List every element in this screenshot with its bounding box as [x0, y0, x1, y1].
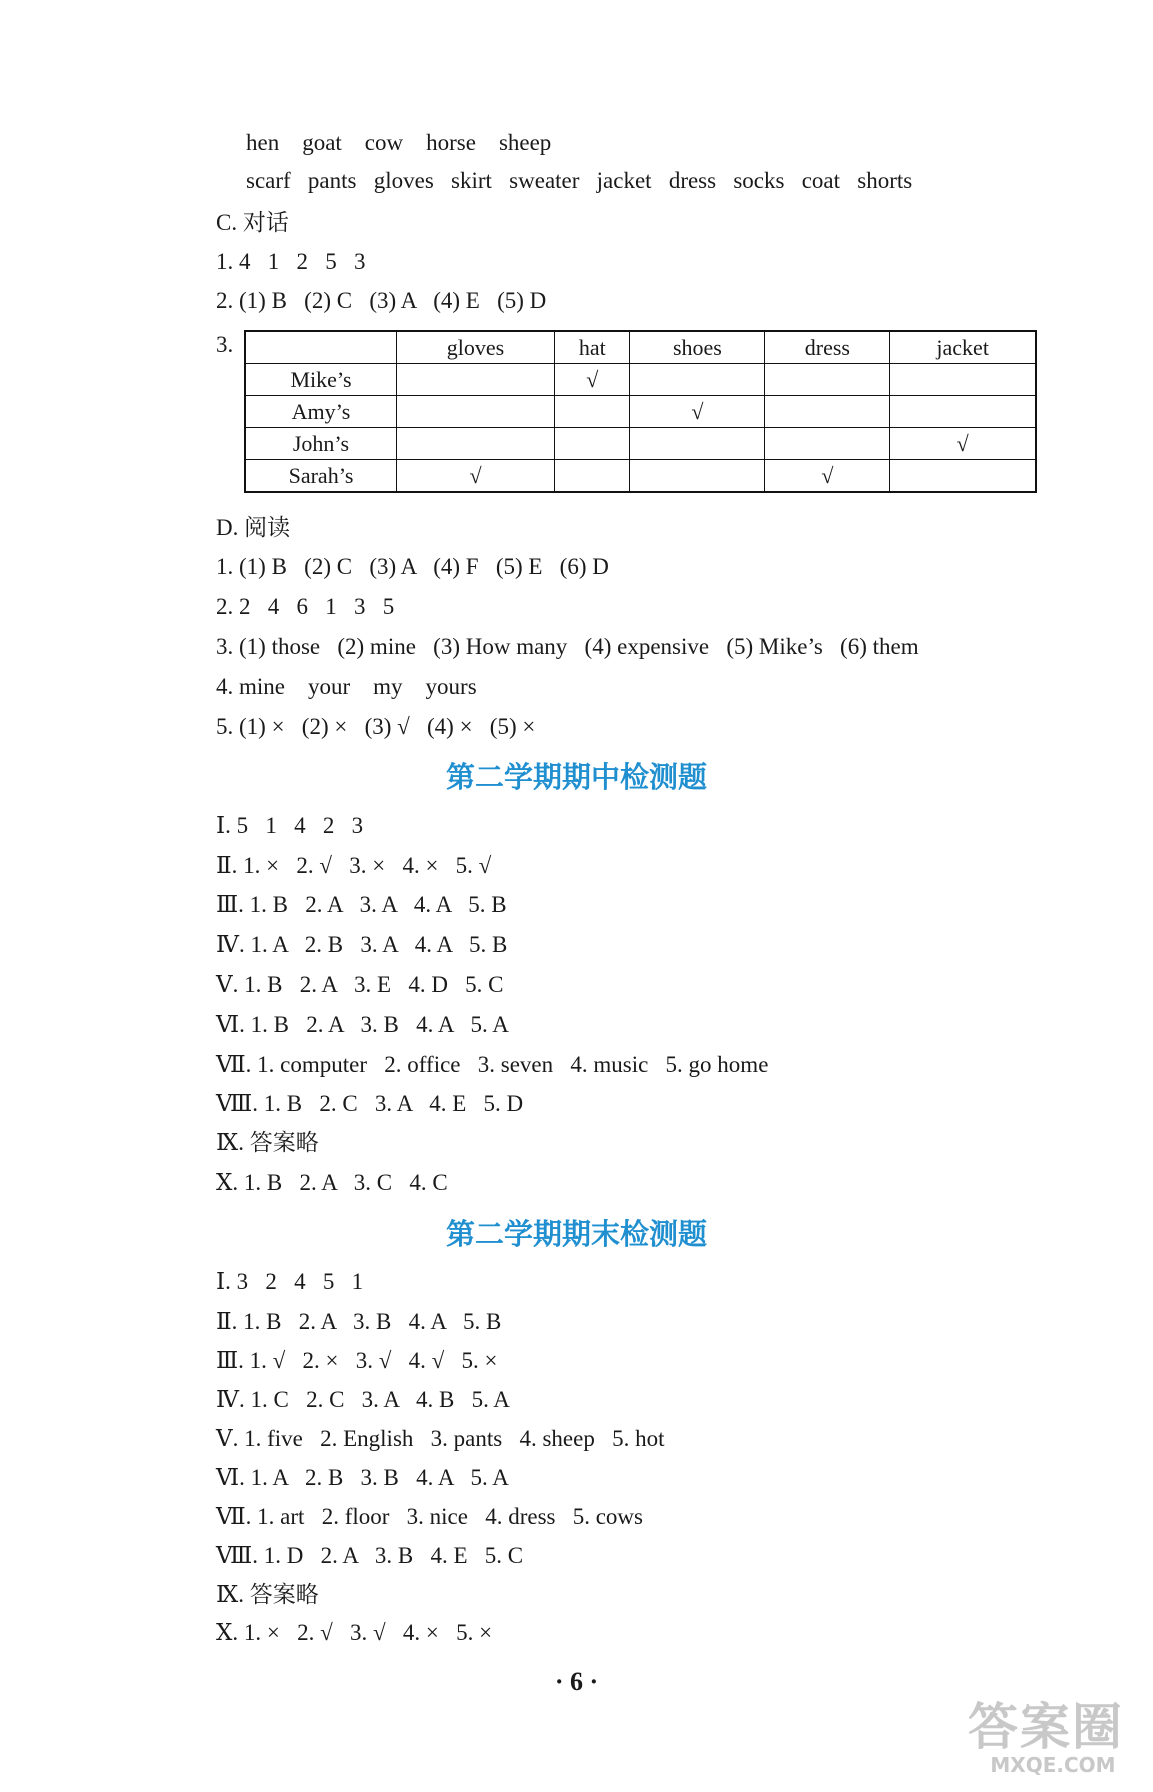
table-cell [555, 460, 630, 493]
table-header-cell: shoes [630, 331, 765, 364]
answer-line: Ⅸ. 答案略 [216, 1130, 319, 1155]
table-cell [397, 364, 555, 396]
table-header-row [245, 331, 1036, 364]
table-cell [555, 396, 630, 428]
answer-line: Ⅷ. 1. D 2. A 3. B 4. E 5. C [216, 1543, 524, 1568]
table-cell: √ [555, 364, 630, 396]
table-cell [397, 428, 555, 460]
answer-line: Ⅳ. 1. C 2. C 3. A 4. B 5. A [216, 1387, 510, 1412]
watermark-url: MXQE.COM [990, 1753, 1116, 1777]
answer-line: Ⅹ. 1. B 2. A 3. C 4. C [216, 1170, 448, 1195]
table-row [245, 428, 1036, 460]
table-cell [890, 364, 1036, 396]
answer-line: Ⅹ. 1. × 2. √ 3. √ 4. × 5. × [216, 1620, 493, 1645]
answer-line: 1. (1) B (2) C (3) A (4) F (5) E (6) D [216, 554, 609, 579]
answer-line: 2. (1) B (2) C (3) A (4) E (5) D [216, 288, 547, 313]
answer-line: Ⅸ. 答案略 [216, 1582, 319, 1607]
watermark-logo [968, 1700, 1138, 1782]
table-row [245, 460, 1036, 493]
answer-line: Ⅰ. 3 2 4 5 1 [216, 1269, 364, 1294]
answer-line: 5. (1) × (2) × (3) √ (4) × (5) × [216, 714, 536, 739]
answer-line: 2. 2 4 6 1 3 5 [216, 594, 395, 619]
table-row [245, 364, 1036, 396]
table-cell: √ [890, 428, 1036, 460]
table-cell [397, 396, 555, 428]
answer-line: Ⅲ. 1. √ 2. × 3. √ 4. √ 5. × [216, 1348, 498, 1373]
page-number: · 6 · [554, 1667, 599, 1696]
answer-line: scarf pants gloves skirt sweater jacket dress socks coat shorts [246, 168, 913, 193]
answer-line: Ⅷ. 1. B 2. C 3. A 4. E 5. D [216, 1091, 524, 1116]
table-number: 3. [216, 332, 234, 357]
row-name: John’s [245, 428, 397, 460]
answer-line: 4. mine your my yours [216, 674, 477, 699]
answer-line: 1. 4 1 2 5 3 [216, 249, 366, 274]
answer-line: Ⅱ. 1. × 2. √ 3. × 4. × 5. √ [216, 853, 492, 878]
table-cell [765, 396, 890, 428]
answer-line: hen goat cow horse sheep [246, 130, 552, 155]
table-body [245, 364, 1036, 493]
answer-line: Ⅰ. 5 1 4 2 3 [216, 813, 364, 838]
table-cell [890, 460, 1036, 493]
watermark-text: 答案圈 [968, 1698, 1124, 1756]
table-cell [630, 428, 765, 460]
answer-line: Ⅶ. 1. computer 2. office 3. seven 4. music 5. go home [216, 1052, 769, 1077]
table-cell: √ [630, 396, 765, 428]
table-cell [765, 428, 890, 460]
table-header-cell: hat [555, 331, 630, 364]
table-header-cell: gloves [397, 331, 555, 364]
answer-line: Ⅶ. 1. art 2. floor 3. nice 4. dress 5. cows [216, 1504, 643, 1529]
table-header-cell: dress [765, 331, 890, 364]
table-cell: √ [765, 460, 890, 493]
table-cell [890, 396, 1036, 428]
row-name: Sarah’s [245, 460, 397, 493]
table-header-cell: jacket [890, 331, 1036, 364]
row-name: Mike’s [245, 364, 397, 396]
answer-line: Ⅲ. 1. B 2. A 3. A 4. A 5. B [216, 892, 507, 917]
table-header-cell [245, 331, 397, 364]
final-title: 第二学期期末检测题 [445, 1217, 707, 1251]
row-name: Amy’s [245, 396, 397, 428]
clothes-table [244, 330, 1037, 493]
table-cell [630, 460, 765, 493]
table-cell [630, 364, 765, 396]
answer-line: Ⅵ. 1. B 2. A 3. B 4. A 5. A [216, 1012, 509, 1037]
answer-line: Ⅴ. 1. five 2. English 3. pants 4. sheep 5. hot [216, 1426, 665, 1451]
answer-line: 3. (1) those (2) mine (3) How many (4) expensive (5) Mike’s (6) them [216, 634, 919, 659]
midterm-title: 第二学期期中检测题 [445, 760, 707, 794]
table-cell [765, 364, 890, 396]
table-cell: √ [397, 460, 555, 493]
answer-line: Ⅵ. 1. A 2. B 3. B 4. A 5. A [216, 1465, 509, 1490]
answer-line: Ⅱ. 1. B 2. A 3. B 4. A 5. B [216, 1309, 502, 1334]
answer-line: D. 阅读 [216, 515, 291, 540]
answer-line: Ⅴ. 1. B 2. A 3. E 4. D 5. C [216, 972, 504, 997]
answer-line: Ⅳ. 1. A 2. B 3. A 4. A 5. B [216, 932, 508, 957]
table-row [245, 396, 1036, 428]
answer-line: C. 对话 [216, 210, 289, 235]
table-cell [555, 428, 630, 460]
